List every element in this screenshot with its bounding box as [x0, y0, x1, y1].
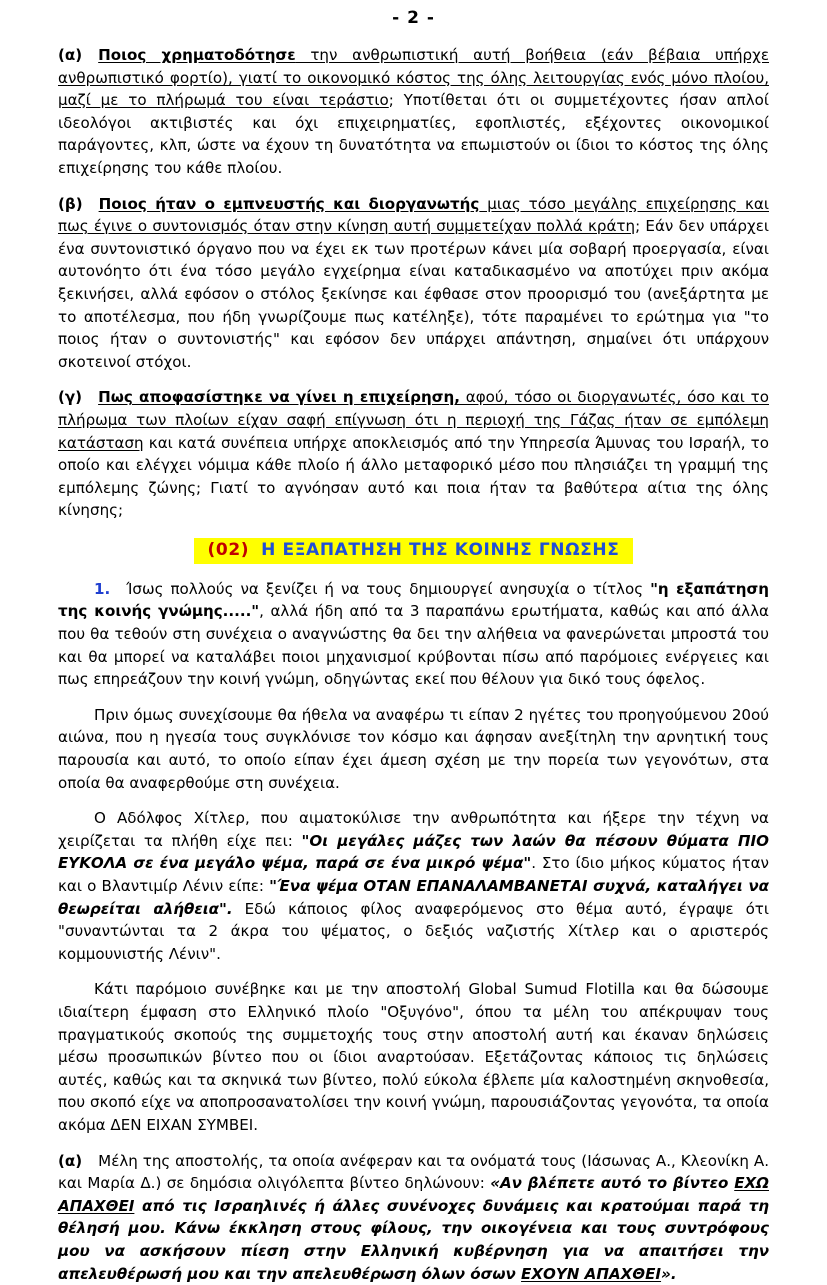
run-bold-underline: Ποιος χρηματοδότησε: [98, 46, 296, 64]
run-quote-emphasis-2: ΕΧΟΥΝ ΑΠΑΧΘΕΙ: [521, 1264, 662, 1283]
run-quote-lenin: "Ένα ψέμα ΟΤΑΝ ΕΠΑΝΑΛΑΜΒΑΝΕΤΑΙ συχνά, καταλήγει να θεωρείται αλήθεια".: [58, 877, 769, 918]
paragraph-label: (α): [58, 46, 83, 64]
run-underline: την ανθρωπιστική αυτή βοήθεια (εάν βέβαια υπήρχε ανθρωπιστικό φορτίο), γιατί το οικονομικό κόστος της όλης λειτουργίας ενός μόνο πλοίου, μαζί με το πλήρωμά του είναι τεράστιο: [58, 46, 769, 110]
run-quote-hitler: "Οι μεγάλες μάζες των λαών θα πέσουν θύματα ΠΙΟ ΕΥΚΟΛΑ σε ένα μεγάλο ψέμα, παρά σε ένα μικρό ψέμα": [58, 831, 769, 873]
run-bold-underline: Πως αποφασίστηκε να γίνει η επιχείρηση,: [98, 388, 460, 407]
run-plain: ; Υποτίθεται ότι οι συμμετέχοντες ήσαν απλοί ιδεολόγοι ακτιβιστές και όχι επιχειρηματίες, εφοπλιστές, εξέχοντες οικονομικοί παράγοντες, κλπ, ώστε να έχουν τη δυνατότητα να επωμιστούν οι ίδιοι το κόστος της όλης επιχείρησης του κάθε πλοίου.: [58, 91, 769, 177]
run-plain: Ίσως πολλούς να ξενίζει ή να τους δημιουργεί ανησυχία ο τίτλος: [126, 579, 651, 598]
section-heading-row: [58, 538, 769, 564]
page-number-header: - 2 -: [392, 8, 435, 28]
paragraph-label: (α): [58, 1151, 83, 1170]
run-underline: αφού, τόσο οι διοργανωτές, όσο και το πλήρωμα των πλοίων είχαν σαφή επίγνωση ότι η περιοχή της Γάζας ήταν σε εμπόλεμη κατάσταση: [58, 388, 769, 452]
run-plain: ; Εάν δεν υπάρχει ένα συντονιστικό όργανο που να έχει εκ των προτέρων κάνει μία σοβαρή προεργασία, είναι αυτονόητο ότι ένα τόσο μεγάλο εγχείρημα είναι καταδικασμένο να αποτύχει πριν ακόμα ξεκινήσει, αλλά εφόσον ο στόλος ξεκίνησε και έφθασε στον προορισμό του (ανεξάρτητα με το αποτέλεσμα, που ήδη γνωρίζουμε πως κατέληξε), τότε παραμένει το ερώτημα για "το ποιος ήταν ο συντονιστής" και εφόσον δεν υπάρχει απάντηση, σημαίνει ότι υπάρχουν σκοτεινοί στόχοι.: [58, 217, 769, 371]
run-plain: και κατά συνέπεια υπήρχε αποκλεισμός από την Υπηρεσία Άμυνας του Ισραήλ, το οποίο και ελέγχει νόμιμα κάθε πλοίο ή άλλο μεταφορικό μέσο που πλησιάζει τη γραμμή της εμπόλεμης ζώνης; Γιατί το αγνόησαν αυτό και ποια ήταν τα βαθύτερα αίτια της όλης κίνησης;: [58, 433, 769, 520]
run-quote-emphasis-1: ΕΧΩ ΑΠΑΧΘΕΙ: [58, 1174, 769, 1215]
run-plain: Πριν όμως συνεχίσουμε θα ήθελα να αναφέρω τι είπαν 2 ηγέτες του προηγούμενου 20ού αιώνα, που η ηγεσία τους συγκλόνισε τον κόσμο και άφησαν ανεξίτηλη την αρνητική τους παρουσία και αυτό, το οποίο είπαν έχει άμεση σχέση με την πορεία των γεγονότων, στα οποία θα αναφερθούμε στη συνέχεια.: [58, 705, 769, 792]
paragraph-label: (β): [58, 194, 83, 213]
run-bold: "η εξαπάτηση της κοινής γνώμης.....": [58, 579, 769, 621]
run-underline: μιας τόσο μεγάλης επιχείρησης και πως έγινε ο συντονισμός όταν στην κίνηση αυτή συμμετείχαν πολλά κράτη: [58, 194, 769, 236]
paragraph-3: [58, 807, 769, 965]
paragraph-gamma: [58, 386, 769, 522]
run-plain: Ο Αδόλφος Χίτλερ, που αιματοκύλισε την ανθρωπότητα και ήξερε την τέχνη να χειρίζεται τα πλήθη είχε πει:: [58, 809, 769, 850]
paragraph-1: [58, 578, 769, 691]
section-heading-number: (02): [207, 539, 250, 560]
paragraph-beta: [58, 193, 769, 374]
run-plain: Κάτι παρόμοιο συνέβηκε και με την αποστολή Global Sumud Flotilla και θα δώσουμε ιδιαίτερη έμφαση στο Ελληνικό πλοίο "Οξυγόνο", όπου τα μέλη του απέκρυψαν τους πραγματικούς σκοπούς της συμμετοχής τους στην αποστολή αυτή και έκαναν δηλώσεις μέσω προσωπικών βίντεο που οι ίδιοι αναρτούσαν. Εξετάζοντας κάποιος τις δηλώσεις αυτές, καθώς και τα σκηνικά των βίντεο, πολύ εύκολα έβλεπε μία καλοστημένη σκηνοθεσία, που σκοπό είχε να αποπροσανατολίσει την κοινή γνώμη, παρουσιάζοντας γεγονότα, τα οποία ακόμα ΔΕΝ ΕΙΧΑΝ ΣΥΜΒΕΙ.: [58, 980, 769, 1134]
questions-block: [58, 44, 769, 522]
paragraph-number: 1.: [94, 579, 111, 598]
body-block: [58, 578, 769, 1285]
paragraph-2: [58, 704, 769, 794]
run-plain: , αλλά ήδη από τα 3 παραπάνω ερωτήματα, καθώς και από άλλα που θα τεθούν στη συνέχεια ο αναγνώστης θα δει την αλήθεια να φανερώνεται μπροστά του και θα μπορεί να καταλάβει ποιοι μηχανισμοί κρύβονται πίσω από παρόμοιες ενέργειες και πως επηρεάζουν την κοινή γνώμη, οδηγώντας εκεί που θέλουν για δικό τους όφελος.: [58, 602, 769, 689]
paragraph-alpha-2: [58, 1150, 769, 1285]
paragraph-label: (γ): [58, 388, 83, 407]
paragraph-4: [58, 978, 769, 1136]
run-quote-part2: από τις Ισραηλινές ή άλλες συνένοχες δυνάμεις και κρατούμαι παρά τη θέλησή μου. Κάνω έκκληση στους φίλους, την οικογένεια και τους συντρόφους μου να ασκήσουν πίεση στην Ελληνική κυβέρνηση για να απαιτήσει την απελευθέρωσή μου και την απελευθέρωση όλων όσων: [58, 1196, 769, 1283]
run-bold-underline: Ποιος ήταν ο εμπνευστής και διοργανωτής: [98, 194, 480, 213]
run-plain: Μέλη της αποστολής, τα οποία ανέφεραν και τα ονόματά τους (Ιάσωνας Α., Κλεονίκη Α. και Μαρία Δ.) σε δημόσια ολιγόλεπτα βίντεο δηλώνουν:: [58, 1151, 769, 1193]
paragraph-alpha: [58, 44, 769, 180]
section-heading-title: Η ΕΞΑΠΑΤΗΣΗ ΤΗΣ ΚΟΙΝΗΣ ΓΝΩΣΗΣ: [261, 539, 620, 560]
section-heading-highlight: [194, 538, 634, 564]
run-plain: . Στο ίδιο μήκος κύματος ήταν και ο Βλαντιμίρ Λένιν είπε:: [58, 854, 769, 895]
run-quote-part3: ».: [661, 1264, 677, 1283]
run-quote-part1: «Αν βλέπετε αυτό το βίντεο: [490, 1174, 735, 1193]
run-plain: Εδώ κάποιος φίλος αναφερόμενος στο θέμα αυτό, έγραψε ότι "συναντώνται τα 2 άκρα του ψέματος, ο δεξιός ναζιστής Χίτλερ και ο αριστερός κομμουνιστής Λένιν".: [58, 899, 769, 963]
